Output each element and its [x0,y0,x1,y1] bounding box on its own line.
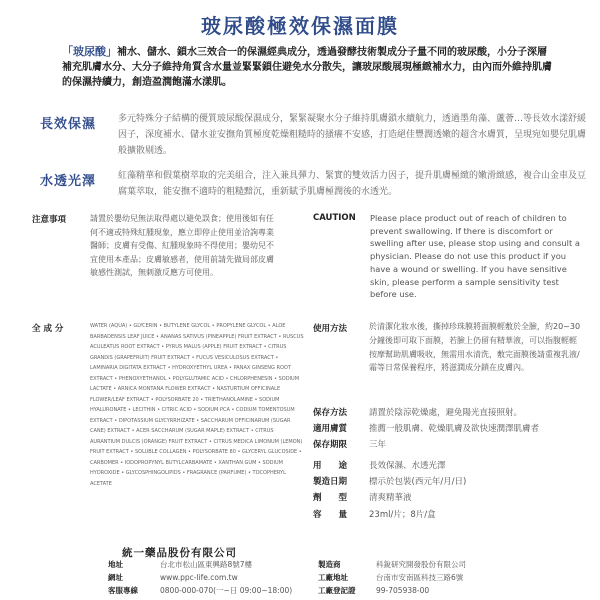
caution-text-en: Please place product out of reach of children to prevent swallowing. If there is discomfort or swelling after use, please stop using and consult a physician. Please do not use this product if you have a wound or swelling. If you have sensitive skin, please perform a sample sensitivity test before use. [370,213,580,300]
company-info-key: 地址 [108,560,123,569]
company-info-key: 客服專線 [108,586,138,595]
spec-value: 三年 [369,440,387,450]
spec-value: 請置於陰涼乾燥處，避免陽光直接照射。 [369,408,523,418]
spec-key: 保存方法 [313,408,348,418]
intro-paragraph [62,44,552,90]
section-heading-long-lasting: 長效保濕 [40,117,97,132]
section-text-long-lasting: 多元特殊分子結構的優質玻尿酸保濕成分，緊緊凝聚水分子維持肌膚鎖水續航力，透過墨角藻、蘆薈…等長效水漾舒緩因子，深度補水、儲水並安撫角質極度乾燥粗糙時的搔癢不安感，打造絕佳豐潤透嫩的超含水膚質，呈現宛如嬰兒肌膚般擴散剔透。 [118,114,587,156]
company-info-value: 科銳研究開發股份有限公司 [376,560,466,569]
spec-key: 適用膚質 [313,424,348,434]
spec-value: 23ml/片；8片/盒 [369,510,436,520]
ingredients-text: WATER (AQUA) • GLYCERIN • BUTYLENE GLYCOL • PROPYLENE GLYCOL • ALOE BARBADENSIS LEAF JUICE • ANANAS SATIVUS (PINEAPPLE) FRUIT EXTRACT • RUSCUS ACULEATUS ROOT EXTRACT • PYRUS MALUS (APPLE) FRUIT EXTRACT • CITRUS GRANDIS (GRAPEFRUIT) FRUIT EXTRACT • FUCUS VESICULOSUS EXTRACT • LAMINARIA DIGITATA EXTRACT • HYDROXYETHYL UREA • PANAX GINSENG ROOT EXTRACT • PHENOXYETHANOL • POLYGLUTAMIC ACID • CHLORPHENESIN • SODIUM LACTATE • ARNICA MONTANA FLOWER EXTRACT • NASTURTIUM OFFICINALE FLOWER/LEAF EXTRACT • POLYSORBATE 20 • TRIETHANOLAMINE • SODIUM HYALURONATE • LECITHIN • CITRIC ACID • SODIUM PCA • CODIUM TOMENTOSUM EXTRACT • DIPOTASSIUM GLYCYRRHIZATE • SACCHARUM OFFICINARUM (SUGAR CANE) EXTRACT • ACER SACCHARUM (SUGAR MAPLE) EXTRACT • CITRUS AURANTIUM DULCIS (ORANGE) FRUIT EXTRACT • CITRUS MEDICA LIMONUM (LEMON) FRUIT EXTRACT • SOLUBLE COLLAGEN • POLYSORBATE 80 • GLYCERYL GLUCOSIDE • CARBOMER • IODOPROPYNYL BUTYLCARBAMATE • XANTHAN GUM • SODIUM HYDROXIDE • GLYCOSPHINGOLIPIDS • FRAGRANCE (PARFUME) • TOCOPHERYL ACETATE [90,323,304,487]
company-info-value: www.ppc-life.com.tw [160,573,238,582]
spec-row-volume [313,507,600,523]
spec-value: 標示於包裝(西元年/月/日) [369,477,467,487]
caution-text-zh: 請置於嬰幼兒無法取得處以避免誤食；使用後如有任何不適或特殊紅腫現象，應立即停止使用並洽詢專業醫師；皮膚有受傷、紅腫現象時不得使用；嬰幼兒不宜使用本產品；皮膚敏感者，使用前請先做局部皮膚敏感性測試，無刺激反應方可使用。 [90,214,274,277]
company-info-key: 網址 [108,573,123,582]
usage-label: 使用方法 [313,324,348,334]
spec-key: 容 量 [313,510,348,520]
intro-text: 補水、儲水、鎖水三效合一的保濕經典成分，透過發酵技術製成分子量不同的玻尿酸，小分子深層補充肌膚水分、大分子維持角質含水量並緊緊鎖住避免水分散失，讓玻尿酸展現極緻補水力，由內而外維持肌膚的保濕持續力，創造盈潤飽滿水漾肌。 [62,47,552,88]
company-info-key: 製造商 [318,560,341,569]
spec-row-form [313,490,600,506]
caution-label-en: CAUTION [313,213,356,223]
page-title: 玻尿酸極效保濕面膜 [201,14,399,38]
company-info-value: 台北市松山區東興路8號7樓 [160,560,253,569]
company-name: 統一藥品股份有限公司 [122,547,237,559]
spec-row-mfg-date [313,474,600,490]
spec-key: 劑 型 [313,493,348,503]
company-info-value: 台南市安南區科技三路6號 [376,573,464,582]
intro-brand: 「玻尿酸」 [62,45,117,58]
company-info-key: 工廠地址 [318,573,348,582]
section-heading-glow: 水透光澤 [40,174,97,189]
spec-value: 推薦一般肌膚、乾燥肌膚及欲快速潤澤肌膚者 [369,424,540,434]
company-info-value: 0800-000-070(一~日 09:00~18:00) [160,586,293,595]
spec-row-purpose [313,458,600,474]
spec-row-shelf-life [313,437,600,453]
ingredients-label: 全 成 分 [32,324,64,334]
section-text-glow: 紅藻精華和假葉樹萃取的完美組合，注入兼具彈力、緊實的雙效活力因子，提升肌膚極緻的嫩滑緻感，複合山金車及豆腐葉萃取，能安撫不適時的粗糙黯沉，重新賦予肌膚極潤後的水透光。 [118,171,587,197]
usage-text: 於清潔化妝水後，撕掉珍珠膜將面膜輕敷於全臉，約20~30分鐘後即可取下面膜，若臉上仍留有精華液，可以指腹輕輕按摩幫助肌膚吸收，無需用水清洗，敷完面膜後請重複乳液/霜等日常保養程序，將滋潤成分鎖在皮膚內。 [369,322,581,373]
spec-row-skin-type [313,421,600,437]
company-info-key: 工廠登記證 [318,586,356,595]
spec-value: 清爽精華液 [369,493,412,503]
spec-key: 用 途 [313,461,348,471]
company-info-value: 99-705938-00 [376,586,430,595]
spec-value: 長效保濕、水透光澤 [369,461,446,471]
caution-label: 注意事項 [32,215,67,225]
spec-row-storage [313,405,600,421]
spec-key: 製造日期 [313,477,348,487]
spec-key: 保存期限 [313,440,348,450]
